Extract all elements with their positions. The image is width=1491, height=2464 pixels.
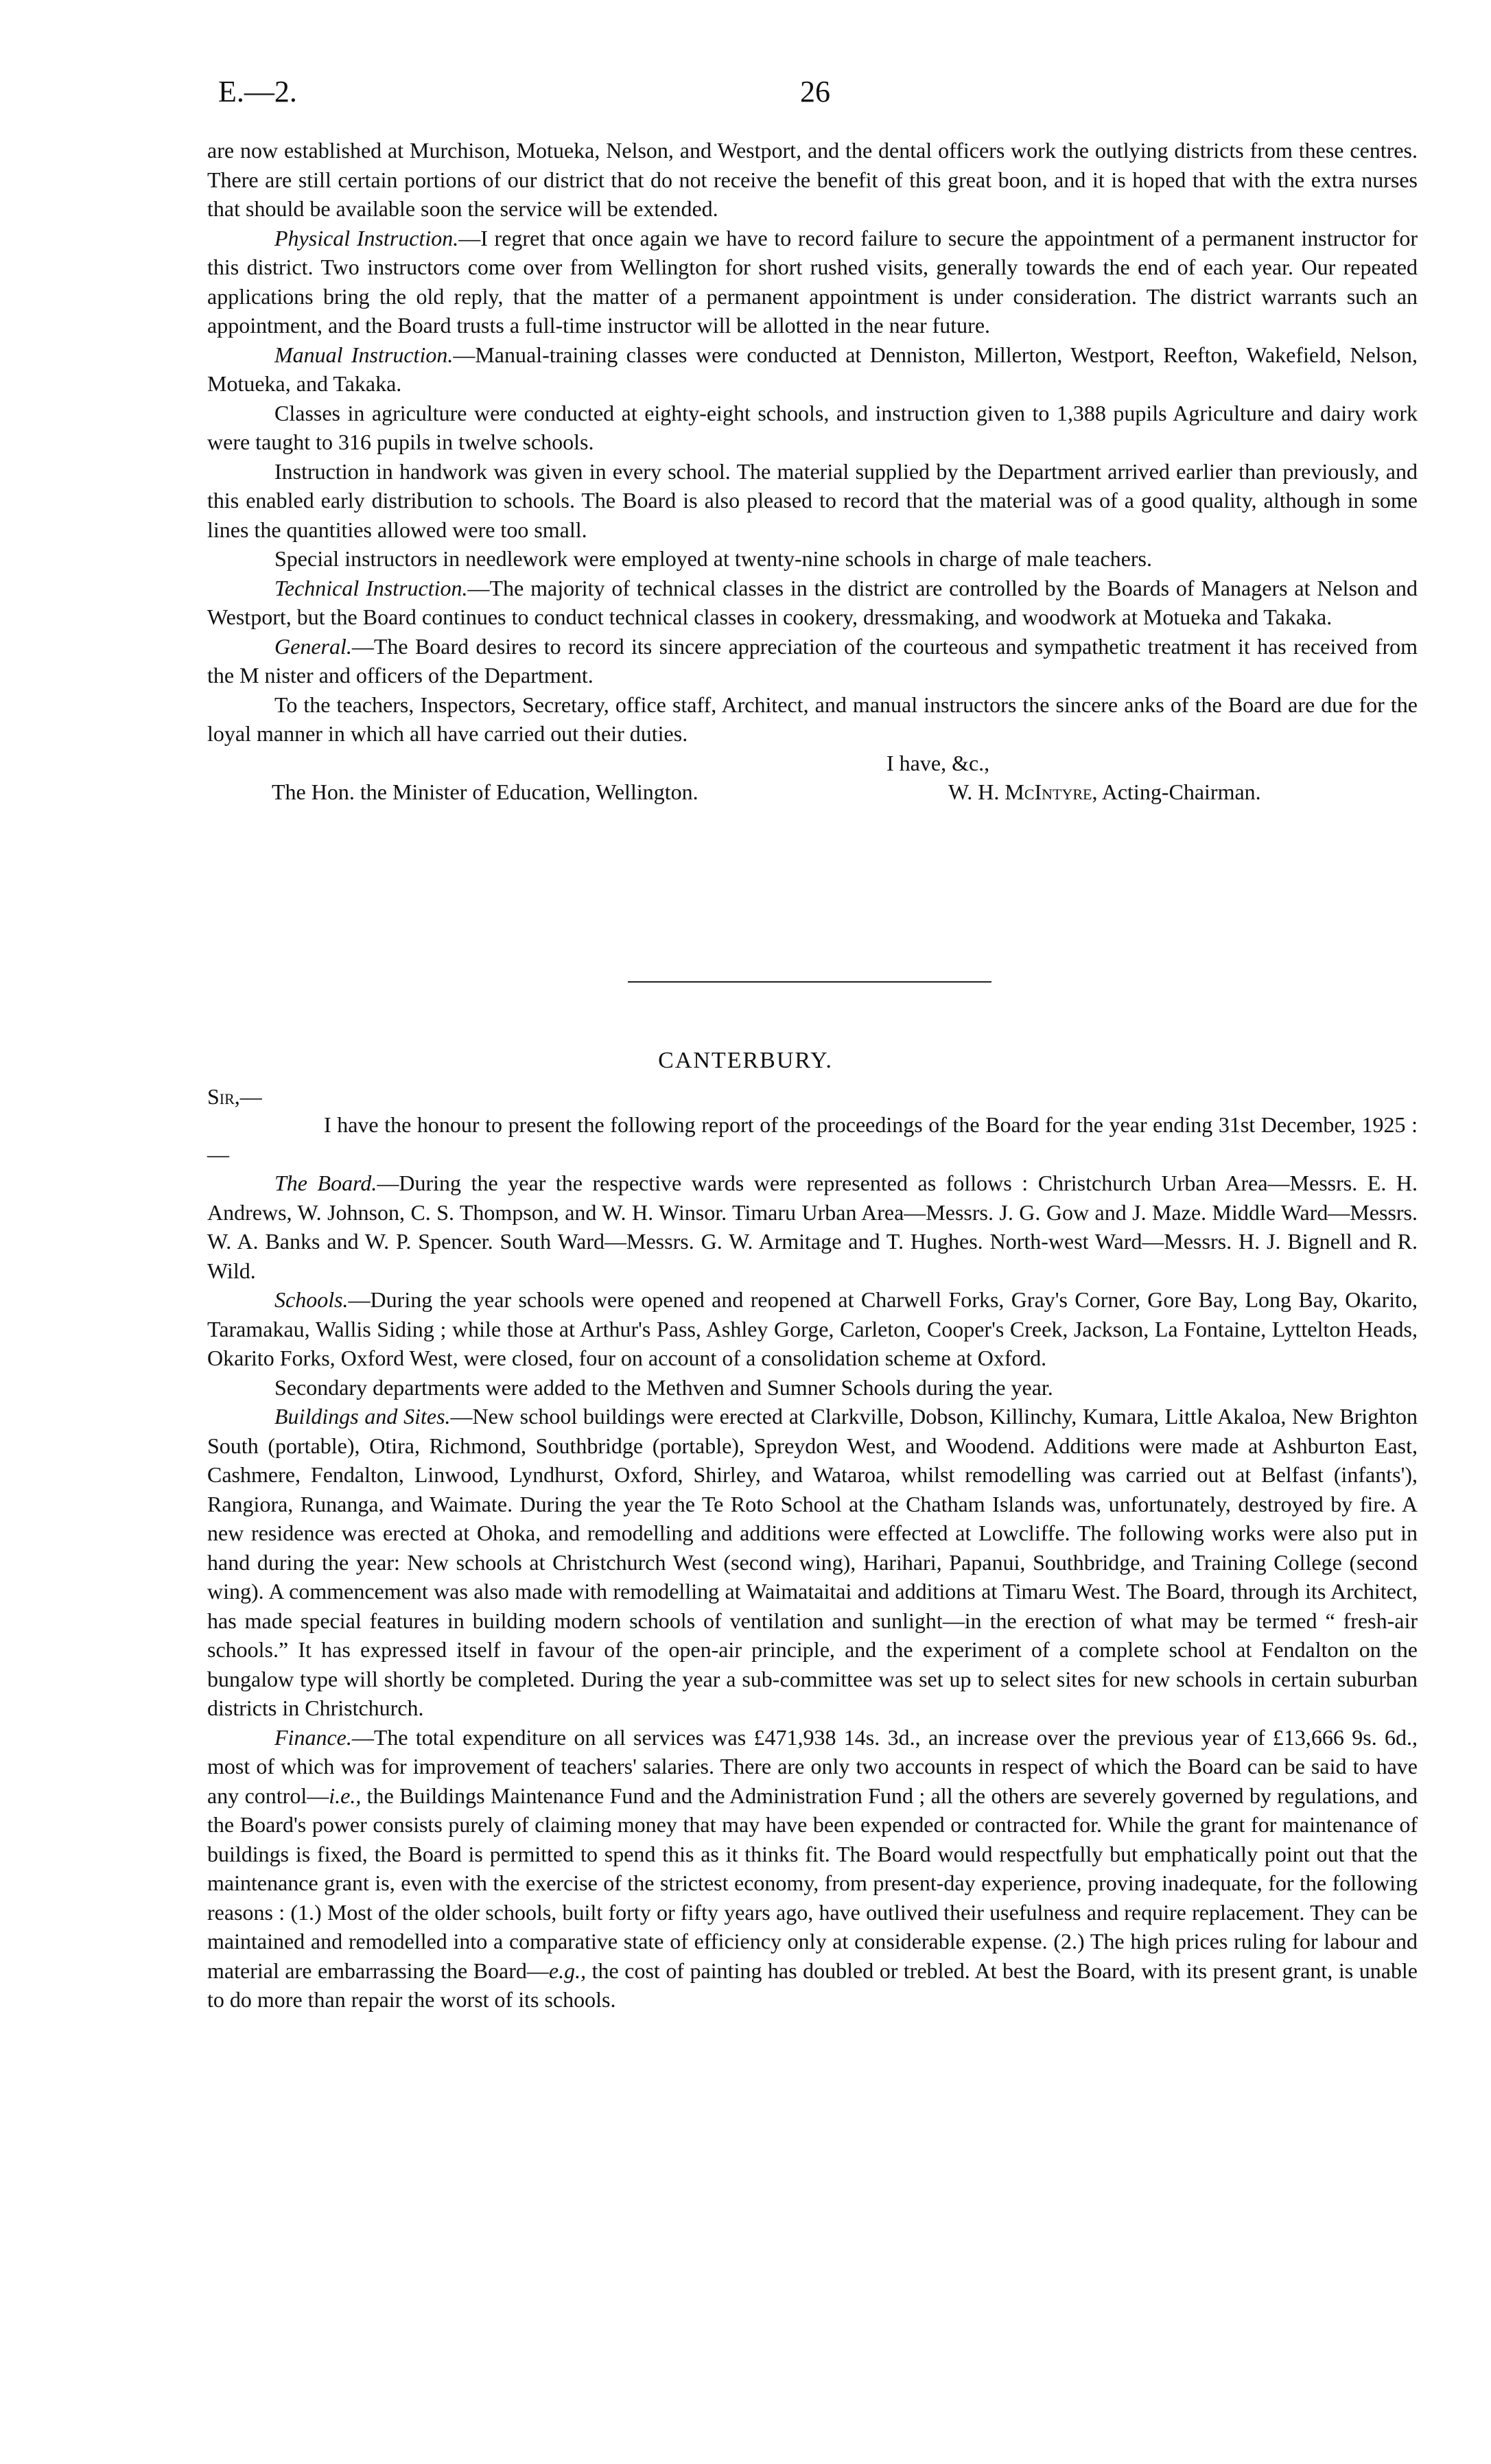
paragraph-needlework: Special instructors in needlework were employed at twenty-nine schools in charge of male teachers. [274,546,1152,571]
canterbury-report [207,1110,1418,2015]
text-finance-c: the cost of painting has doubled or trebled. At best the Board, with its present grant, is unable to do more than repair the worst of its schools. [207,1958,1418,2012]
salutation: Sir,— [207,1084,262,1109]
paragraph-buildings-and-sites [207,1402,1418,1723]
addressee: The Hon. the Minister of Education, Wellington. [272,779,698,804]
text-general: —The Board desires to record its sincere appreciation of the courteous and sympathetic treatment it has received from the M nister and officers of the Department. [207,633,1418,688]
page-number: 26 [800,75,830,108]
heading-schools: Schools. [274,1287,349,1312]
signatory-title: Acting-Chairman. [1101,779,1261,804]
paragraph-canterbury-intro: I have the honour to present the following report of the proceedings of the Board for the year ending 31st December, 1925 :— [207,1112,1418,1166]
nelson-report-continuation [207,136,1418,806]
text-finance-b: the Buildings Maintenance Fund and the Administration Fund ; all the others are severely governed by regulations, and the Board's power consists purely of claiming money that may have been expended or contracted for. While the grant for maintenance of buildings is fixed, the Board is permitted to spend this as it thinks fit. The Board would respectfully but emphatically point out that the maintenance grant is, even with the exercise of the strictest economy, from present-day experience, proving inadequate, for the following reasons : (1.) Most of the older schools, built forty or fifty years ago, have outlived their usefulness and require replacement. They can be maintained and remodelled into a comparative state of efficiency only at considerable expense. (2.) The high prices ruling for labour and material are embarrassing the Board— [207,1783,1418,1983]
text-finance-a: —The total expenditure on all services was £471,938 14s. 3d., an increase over the previous year of £13,666 9s. 6d., most of which was for improvement of teachers' salaries. There are only two accounts in respect of which the Board can be said to have any control— [207,1724,1418,1808]
heading-manual-instruction: Manual Instruction. [274,342,454,367]
text-finance-eg: e.g., [548,1958,587,1983]
paragraph-manual-instruction [207,340,1418,399]
paragraph-physical-instruction [207,224,1418,340]
heading-finance: Finance. [274,1724,352,1750]
paragraph-handwork: Instruction in handwork was given in every school. The material supplied by the Department arrived earlier than previously, and this enabled early distribution to schools. The Board is also pleased to record that the material was of a good quality, although in some lines the quantities allowed were too small. [207,458,1418,542]
paragraph-secondary-departments: Secondary departments were added to the Methven and Sumner Schools during the year. [274,1374,1053,1400]
heading-buildings-and-sites: Buildings and Sites. [274,1404,451,1429]
closing: I have, &c., [887,750,990,775]
section-title-canterbury: CANTERBURY. [658,1048,833,1073]
paragraph-agriculture: Classes in agriculture were conducted at eighty-eight schools, and instruction given to 1,388 pupils Agriculture and dairy work were taught to 316 pupils in twelve schools. [207,400,1418,454]
heading-technical-instruction: Technical Instruction. [274,575,468,600]
paragraph-general [207,632,1418,690]
document-code: E.—2. [218,75,297,108]
signature-line [207,777,1418,806]
paragraph-finance [207,1723,1418,2015]
paragraph-schools [207,1285,1418,1373]
heading-physical-instruction: Physical Instruction. [274,225,459,250]
section-divider [628,981,991,983]
paragraph-thanks: To the teachers, Inspectors, Secretary, office staff, Architect, and manual instructors the sincere anks of the Board are due for the loyal manner in which all have carried out their duties. [207,692,1418,746]
closing-line [207,749,1418,777]
signatory-name: W. H. McIntyre, [948,779,1098,804]
paragraph-technical-instruction [207,574,1418,632]
heading-general: General. [274,633,352,659]
paragraph-the-board [207,1169,1418,1285]
heading-the-board: The Board. [274,1171,377,1195]
text-schools: —During the year schools were opened and reopened at Charwell Forks, Gray's Corner, Gore Bay, Long Bay, Okarito, Taramakau, Wallis Siding ; while those at Arthur's Pass, Ashley Gorge, Carleton, Cooper's Creek, Jackson, La Fontaine, Lyttelton Heads, Okarito Forks, Oxford West, were closed, four on account of a consolidation scheme at Oxford. [207,1287,1418,1370]
text-manual-instruction: —Manual-training classes were conducted at Denniston, Millerton, Westport, Reefton, Wakefield, Nelson, Motueka, and Takaka. [207,342,1418,396]
text-technical-instruction: —The majority of technical classes in the district are controlled by the Boards of Managers at Nelson and Westport, but the Board continues to conduct technical classes in cookery, dressmaking, and woodwork at Motueka and Takaka. [207,575,1418,629]
page-header [218,74,1412,122]
signature [948,777,1261,807]
text-the-board: —During the year the respective wards were represented as follows : Christchurch Urban Area—Messrs. E. H. Andrews, W. Johnson, C. S. Thompson, and W. H. Winsor. Timaru Urban Area—Messrs. J. G. Gow and J. Maze. Middle Ward—Messrs. W. A. Banks and W. P. Spencer. South Ward—Messrs. G. W. Armitage and T. Hughes. North-west Ward—Messrs. H. J. Bignell and R. Wild. [207,1171,1418,1283]
text-buildings-and-sites: —New school buildings were erected at Clarkville, Dobson, Killinchy, Kumara, Little Akaloa, New Brighton South (portable), Otira, Richmond, Southbridge (portable), Spreydon West, and Woodend. Additions were made at Ashburton East, Cashmere, Fendalton, Linwood, Lyndhurst, Oxford, Shirley, and Wataroa, whilst remodelling was carried out at Belfast (infants'), Rangiora, Runanga, and Waimate. During the year the Te Roto School at the Chatham Islands was, unfortunately, destroyed by fire. A new residence was erected at Ohoka, and remodelling and additions were effected at Lowcliffe. The following works were also put in hand during the year: New schools at Christchurch West (second wing), Harihari, Papanui, Southbridge, and Training College (second wing). A commencement was also made with remodelling at Waimataitai and additions at Timaru West. The Board, through its Architect, has made special features in building modern schools of ventilation and sunlight—in the erection of what may be termed “ fresh-air schools.” It has expressed itself in favour of the open-air principle, and the experiment of a complete school at Fendalton on the bungalow type will shortly be completed. During the year a sub-committee was set up to select sites for new schools in certain suburban districts in Christchurch. [207,1404,1418,1720]
text-physical-instruction: —I regret that once again we have to record failure to secure the appointment of a permanent instructor for this district. Two instructors come over from Wellington for short rushed visits, generally towards the end of each year. Our repeated applications bring the old reply, that the matter of a permanent appointment is under consideration. The district warrants such an appointment, and the Board trusts a full-time instructor will be allotted in the near future. [207,225,1418,338]
paragraph-dental: are now established at Murchison, Motueka, Nelson, and Westport, and the dental officers work the outlying districts from these centres. There are still certain portions of our district that do not receive the benefit of this great boon, and it is hoped that with the extra nurses that should be available soon the service will be extended. [207,138,1418,221]
text-finance-ie: i.e., [329,1783,362,1808]
